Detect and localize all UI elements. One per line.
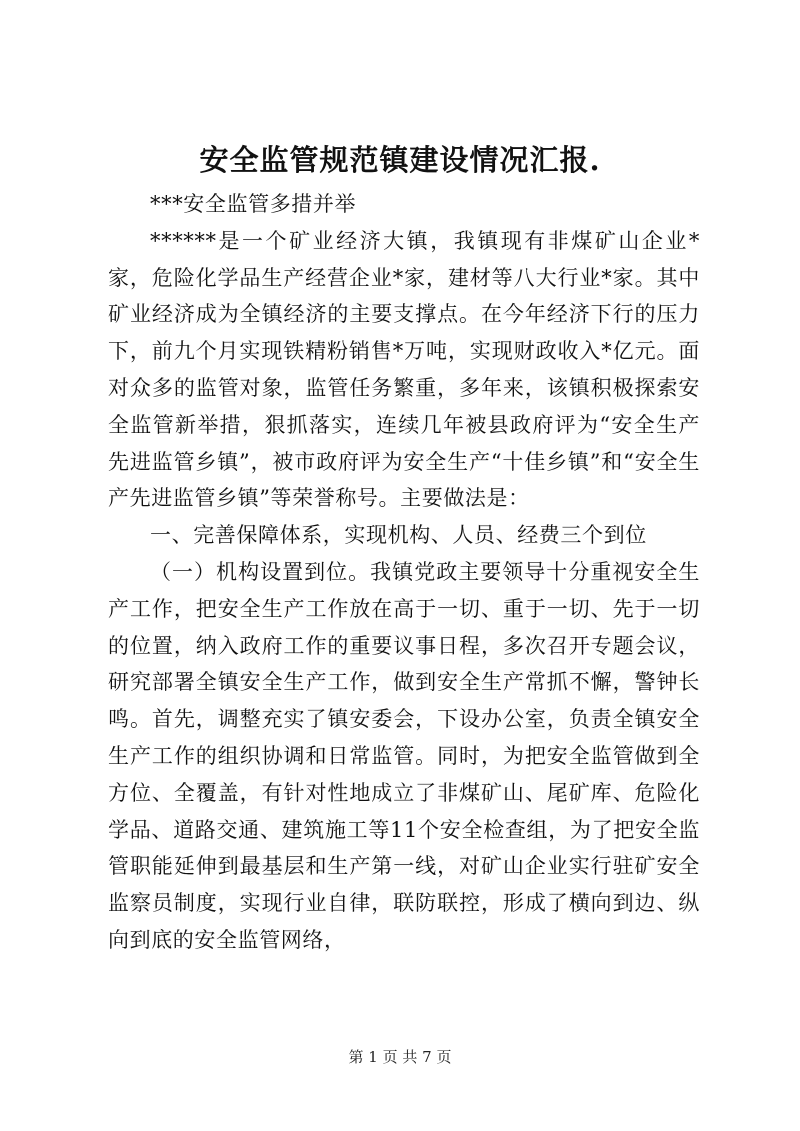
document-title: 安全监管规范镇建设情况汇报. <box>199 143 601 177</box>
intro-paragraph: ******是一个矿业经济大镇，我镇现有非煤矿山企业*家，危险化学品生产经营企业*家，建材等八大行业*家。其中矿业经济成为全镇经济的主要支撑点。在今年经济下行的压力下，前九个月实现铁精粉销售*万吨，实现财政收入*亿元。面对众多的监管对象，监管任务繁重，多年来，该镇积极探索安全监管新举措，狠抓落实，连续几年被县政府评为“安全生产先进监管乡镇”，被市政府评为安全生产“十佳乡镇”和“安全生产先进监管乡镇”等荣誉称号。主要做法是： <box>108 228 700 511</box>
section-heading: 一、完善保障体系，实现机构、人员、经费三个到位 <box>150 523 647 548</box>
subtitle-paragraph: ***安全监管多措并举 <box>150 192 357 216</box>
page-number-footer: 第 1 页 共 7 页 <box>348 1048 452 1066</box>
document-body <box>108 186 700 959</box>
body-paragraph: （一）机构设置到位。我镇党政主要领导十分重视安全生产工作，把安全生产工作放在高于一切、重于一切、先于一切的位置，纳入政府工作的重要议事日程，多次召开专题会议，研究部署全镇安全生产工作，做到安全生产常抓不懈，警钟长鸣。首先，调整充实了镇安委会，下设办公室，负责全镇安全生产工作的组织协调和日常监管。同时，为把安全监管做到全方位、全覆盖，有针对性地成立了非煤矿山、尾矿库、危险化学品、道路交通、建筑施工等11个安全检查组，为了把安全监管职能延伸到最基层和生产第一线，对矿山企业实行驻矿安全监察员制度，实现行业自律，联防联控，形成了横向到边、纵向到底的安全监管网络， <box>108 559 700 952</box>
